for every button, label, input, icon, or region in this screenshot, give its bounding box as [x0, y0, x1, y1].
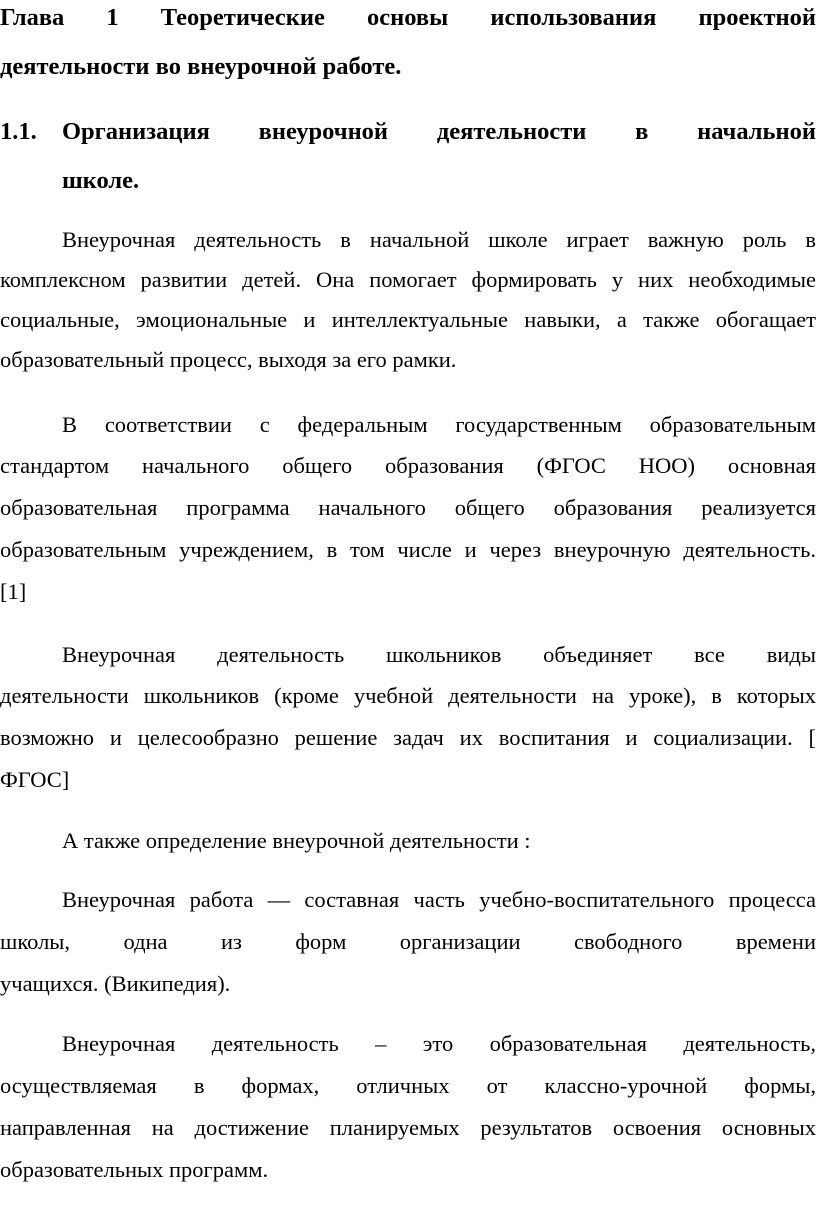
paragraph-6-line-4: образовательных программ.	[0, 1157, 269, 1182]
chapter-heading-line-2: деятельности во внеурочной работе.	[0, 53, 402, 80]
section-heading-line-1: Организация внеурочной деятельности в начальной	[62, 118, 816, 145]
paragraph-6-line-1: Внеурочная деятельность – это образовательная деятельность,	[62, 1031, 816, 1056]
paragraph-4-line-1: А также определение внеурочной деятельности :	[62, 828, 531, 853]
paragraph-2-line-2: стандартом начального общего образования (ФГОС НОО) основная	[0, 453, 816, 478]
paragraph-2-line-4: образовательным учреждением, в том числе и через внеурочную деятельность.	[0, 537, 816, 562]
paragraph-6-line-3: направленная на достижение планируемых результатов освоения основных	[0, 1115, 816, 1140]
paragraph-5-line-1: Внеурочная работа — составная часть учебно-воспитательного процесса	[62, 887, 816, 912]
paragraph-3-line-3: возможно и целесообразно решение задач их воспитания и социализации. [	[0, 725, 816, 750]
paragraph-2-line-3: образовательная программа начального общего образования реализуется	[0, 495, 816, 520]
paragraph-6-line-2: осуществляемая в формах, отличных от классно-урочной формы,	[0, 1073, 816, 1098]
chapter-heading-line-1: Глава 1 Теоретические основы использования проектной	[0, 4, 816, 31]
paragraph-2-line-1: В соответствии с федеральным государственным образовательным	[62, 412, 816, 437]
paragraph-3-line-4: ФГОС]	[0, 767, 70, 792]
paragraph-2-line-5: [1]	[0, 579, 27, 604]
section-heading-line-2: школе.	[62, 167, 140, 194]
paragraph-3-line-1: Внеурочная деятельность школьников объединяет все виды	[62, 642, 816, 667]
paragraph-1-line-1: Внеурочная деятельность в начальной школе играет важную роль в	[62, 227, 816, 252]
paragraph-1-line-4: образовательный процесс, выходя за его рамки.	[0, 347, 457, 372]
paragraph-3-line-2: деятельности школьников (кроме учебной деятельности на уроке), в которых	[0, 683, 816, 708]
paragraph-1-line-2: комплексном развитии детей. Она помогает формировать у них необходимые	[0, 267, 816, 292]
paragraph-1-line-3: социальные, эмоциональные и интеллектуальные навыки, а также обогащает	[0, 307, 816, 332]
section-number: 1.1.	[0, 118, 37, 145]
paragraph-5-line-3: учащихся. (Википедия).	[0, 971, 231, 996]
paragraph-5-line-2: школы, одна из форм организации свободного времени	[0, 929, 816, 954]
